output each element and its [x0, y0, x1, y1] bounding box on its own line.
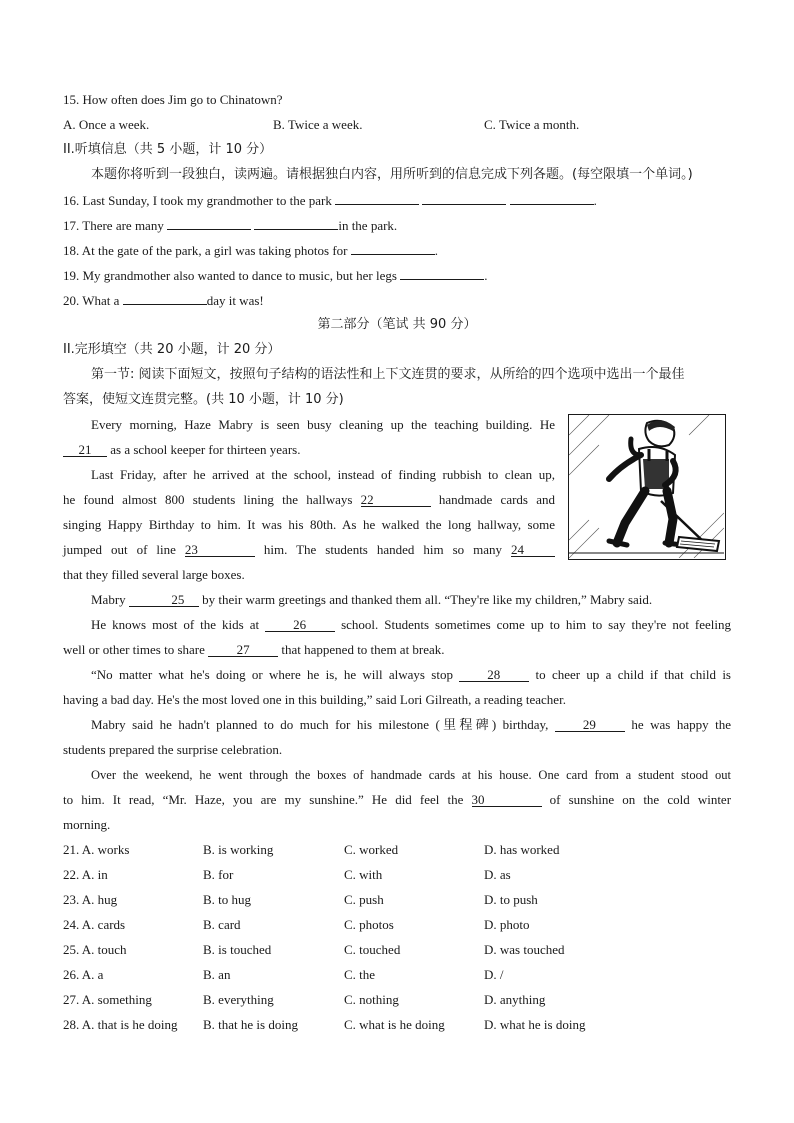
passage-text: jumped out of line: [63, 542, 176, 557]
option-b[interactable]: B. an: [203, 967, 231, 982]
option-c[interactable]: C. touched: [344, 942, 401, 957]
option-c[interactable]: C. push: [344, 892, 384, 907]
cloze-blank-25[interactable]: 25: [129, 594, 199, 607]
option-a[interactable]: 26. A. a: [63, 967, 104, 982]
answer-blank[interactable]: [123, 292, 207, 305]
cloze-blank-29[interactable]: 29: [555, 719, 625, 732]
passage-line: Every morning, Haze Mabry is seen busy cleaning up the teaching building. He: [91, 417, 555, 432]
fill-item-18: [63, 242, 731, 259]
janitor-figure-icon: [569, 415, 724, 558]
fill-item-text: 19. My grandmother also wanted to dance to music, but her legs: [63, 268, 397, 283]
option-d[interactable]: D. photo: [484, 917, 530, 932]
passage-text: school. Students sometimes come up to him to say they're not feeling: [341, 617, 732, 632]
answer-blank[interactable]: [167, 217, 251, 230]
fill-item-text: 20. What a: [63, 293, 120, 308]
passage-line: [63, 592, 731, 608]
fill-item-20: [63, 292, 731, 309]
passage-line: singing Happy Birthday to him. It was his 80th. As he walked the long hallway, some: [63, 517, 555, 532]
passage-text: to him. It read, “Mr. Haze, you are my sunshine.” He did feel the: [63, 792, 464, 807]
fill-item-19: [63, 267, 731, 284]
option-c[interactable]: C. what is he doing: [344, 1017, 445, 1032]
passage-line: [63, 542, 555, 558]
passage-line: [63, 717, 731, 733]
option-a[interactable]: 21. A. works: [63, 842, 130, 857]
passage-line: students prepared the surprise celebration.: [63, 742, 283, 757]
answer-blank[interactable]: [335, 192, 419, 205]
passage-text: him. The students handed him so many: [263, 542, 503, 557]
passage-text: by their warm greetings and thanked them all. “They're like my children,” Mabry said.: [202, 592, 653, 607]
option-d[interactable]: D. /: [484, 967, 504, 982]
option-b[interactable]: B. is touched: [203, 942, 272, 957]
option-c[interactable]: C. with: [344, 867, 383, 882]
question-15-options: [63, 117, 731, 133]
cloze-blank-23[interactable]: 23: [185, 544, 255, 557]
passage-text: as a school keeper for thirteen years.: [110, 442, 301, 457]
option-b[interactable]: B. is working: [203, 842, 274, 857]
options-row-26: [63, 967, 731, 983]
passage-line: [63, 792, 731, 808]
fill-item-end: day it was!: [206, 293, 264, 308]
options-row-22: [63, 867, 731, 883]
option-d[interactable]: D. to push: [484, 892, 538, 907]
cloze-blank-27[interactable]: 27: [208, 644, 278, 657]
part-two-title: 第二部分（笔试 共 90 分）: [317, 317, 477, 332]
answer-blank[interactable]: [510, 192, 594, 205]
options-row-24: [63, 917, 731, 933]
cloze-instruction-line-1: 第一节: 阅读下面短文，按照句子结构的语法性和上下文连贯的要求，从所给的四个选项中选出一个最佳: [91, 367, 685, 382]
option-a: A. Once a week.: [63, 117, 150, 132]
cloze-blank-28[interactable]: 28: [459, 669, 529, 682]
option-c[interactable]: C. nothing: [344, 992, 399, 1007]
question-15-stem: 15. How often does Jim go to Chinatown?: [63, 92, 283, 107]
fill-item-text: 17. There are many: [63, 218, 164, 233]
passage-text: Mabry said he hadn't planned to do much for his milestone (里程碑) birthday,: [91, 717, 549, 732]
passage-line: [63, 492, 555, 508]
option-b[interactable]: B. to hug: [203, 892, 252, 907]
fill-item-end: .: [434, 243, 438, 258]
option-a[interactable]: 22. A. in: [63, 867, 108, 882]
option-a[interactable]: 25. A. touch: [63, 942, 127, 957]
passage-text: “No matter what he's doing or where he is, he will always stop: [91, 667, 453, 682]
option-d[interactable]: D. has worked: [484, 842, 560, 857]
option-a[interactable]: 27. A. something: [63, 992, 152, 1007]
option-b[interactable]: B. for: [203, 867, 234, 882]
option-d[interactable]: D. was touched: [484, 942, 565, 957]
fill-item-text: 18. At the gate of the park, a girl was taking photos for: [63, 243, 348, 258]
option-c: C. Twice a month.: [484, 117, 580, 132]
section-heading-listening: II.听填信息（共 5 小题，计 10 分）: [63, 142, 273, 157]
option-b[interactable]: B. that he is doing: [203, 1017, 298, 1032]
answer-blank[interactable]: [400, 267, 484, 280]
answer-blank[interactable]: [422, 192, 506, 205]
fill-item-text: 16. Last Sunday, I took my grandmother to the park: [63, 193, 332, 208]
fill-item-end: .: [593, 193, 597, 208]
fill-item-16: [63, 192, 731, 209]
option-b[interactable]: B. card: [203, 917, 241, 932]
cloze-instruction-line-2: 答案，使短文连贯完整。(共 10 小题，计 10 分): [63, 392, 344, 407]
option-a[interactable]: 28. A. that is he doing: [63, 1017, 178, 1032]
janitor-mopping-illustration: [568, 414, 726, 560]
passage-line: Over the weekend, he went through the boxes of handmade cards at his house. One card from a student stood out: [91, 768, 731, 782]
option-a[interactable]: 23. A. hug: [63, 892, 118, 907]
cloze-blank-24[interactable]: 24: [511, 544, 555, 557]
passage-line: [63, 642, 731, 658]
fill-item-end: .: [484, 268, 488, 283]
passage-line: [63, 617, 731, 633]
passage-text: to cheer up a child if that child is: [535, 667, 731, 682]
passage-text: he was happy the: [631, 717, 732, 732]
option-d[interactable]: D. anything: [484, 992, 546, 1007]
options-row-28: [63, 1017, 731, 1033]
options-row-27: [63, 992, 731, 1008]
passage-line: [63, 667, 731, 683]
cloze-blank-30[interactable]: 30: [472, 794, 542, 807]
fill-item-17: [63, 217, 731, 234]
cloze-blank-22[interactable]: 22: [361, 494, 431, 507]
passage-line: that they filled several large boxes.: [63, 567, 245, 582]
fill-item-end: in the park.: [338, 218, 398, 233]
option-a[interactable]: 24. A. cards: [63, 917, 126, 932]
passage-text: Mabry: [91, 592, 126, 607]
option-c[interactable]: C. photos: [344, 917, 394, 932]
passage-text: handmade cards and: [438, 492, 555, 507]
option-b[interactable]: B. everything: [203, 992, 274, 1007]
section-instruction-listening: 本题你将听到一段独白，读两遍。请根据独白内容，用所听到的信息完成下列各题。(每空限填一个单词。): [91, 167, 693, 182]
cloze-blank-21[interactable]: 21: [63, 444, 107, 457]
options-row-21: [63, 842, 731, 858]
option-c[interactable]: C. worked: [344, 842, 399, 857]
passage-text: of sunshine on the cold winter: [549, 792, 732, 807]
passage-text: well or other times to share: [63, 642, 205, 657]
passage-line: morning.: [63, 817, 111, 832]
option-c[interactable]: C. the: [344, 967, 376, 982]
options-row-25: [63, 942, 731, 958]
options-row-23: [63, 892, 731, 908]
passage-line: [63, 442, 555, 458]
answer-blank[interactable]: [351, 242, 435, 255]
section-heading-cloze: II.完形填空（共 20 小题，计 20 分）: [63, 342, 281, 357]
passage-line: Last Friday, after he arrived at the school, instead of finding rubbish to clean up,: [91, 467, 555, 482]
passage-line: having a bad day. He's the most loved one in this building,” said Lori Gilreath, a reading teacher.: [63, 692, 566, 707]
passage-text: he found almost 800 students lining the hallways: [63, 492, 353, 507]
answer-blank[interactable]: [254, 217, 338, 230]
passage-text: He knows most of the kids at: [91, 617, 260, 632]
option-d[interactable]: D. as: [484, 867, 511, 882]
passage-text: that happened to them at break.: [281, 642, 445, 657]
option-d[interactable]: D. what he is doing: [484, 1017, 586, 1032]
option-b: B. Twice a week.: [273, 117, 363, 132]
cloze-blank-26[interactable]: 26: [265, 619, 335, 632]
